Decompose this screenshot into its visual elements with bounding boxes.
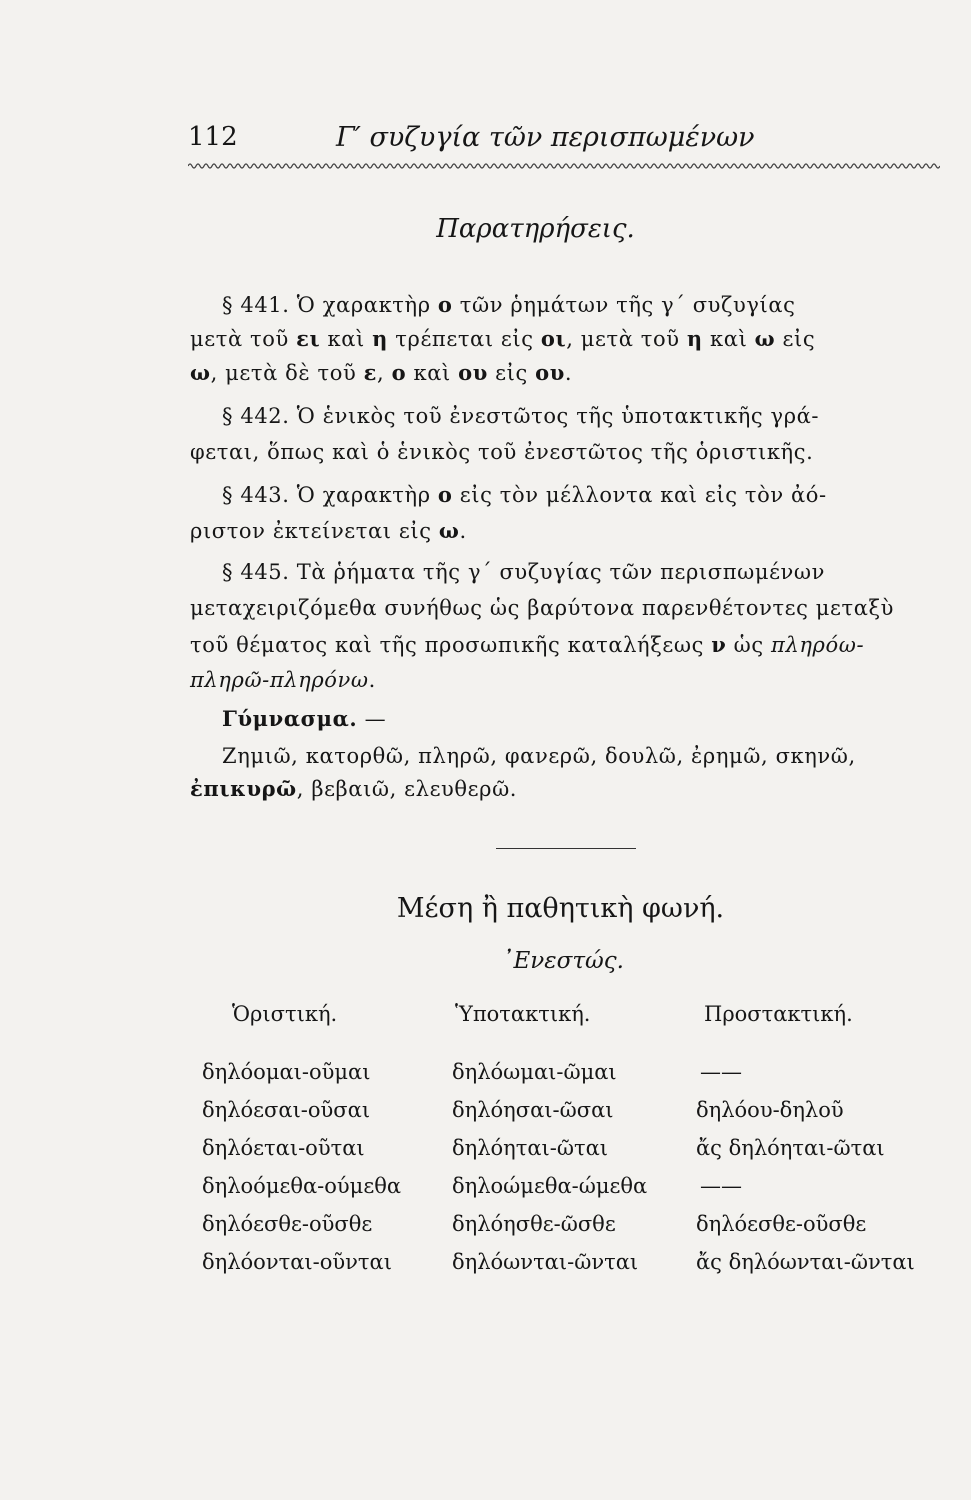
cell-imperative-row-3: ἄς δηλόηται-ῶται <box>696 1136 885 1160</box>
col-header-imperative: Προστακτική. <box>704 1002 853 1026</box>
text-run: ριστον ἐκτείνεται εἰς <box>190 519 439 543</box>
exercise-label: Γύμνασμα. <box>222 706 358 731</box>
cell-imperative-row-5: δηλόεσθε-οῦσθε <box>696 1212 867 1236</box>
paragraph-3-line-1 <box>222 482 970 507</box>
cell-indicative-row-2: δηλόεσαι-οῦσαι <box>202 1098 371 1122</box>
text-run: . <box>564 361 573 385</box>
text-run: μετὰ τοῦ <box>190 327 297 351</box>
text-run: ὡς <box>726 633 772 657</box>
text-run: φεται, ὅπως καὶ ὁ ἑνικὸς τοῦ ἐνεστῶτος τῆς ὁριστικῆς. <box>190 440 814 464</box>
bold-letter: ο <box>391 360 407 385</box>
bold-letter: οι <box>540 326 567 351</box>
text-run: καὶ <box>702 327 755 351</box>
exercise-heading <box>222 706 970 731</box>
paragraph-1-line-2 <box>190 326 938 351</box>
cell-imperative-row-2: δηλόου-δηλοῦ <box>696 1098 844 1122</box>
text-run: εἰς <box>775 327 816 351</box>
cell-indicative-row-1: δηλόομαι-οῦμαι <box>202 1060 371 1084</box>
cell-subjunctive-row-2: δηλόησαι-ῶσαι <box>452 1098 614 1122</box>
text-run: , μετὰ τοῦ <box>566 327 687 351</box>
bold-letter: ν <box>711 632 727 657</box>
exercise-line-2 <box>190 776 938 801</box>
text-run: . <box>459 519 467 543</box>
paragraph-2-line-2 <box>190 440 938 464</box>
text-run: § 442. Ὁ ἑνικὸς τοῦ ἐνεστῶτος τῆς ὑποτακτικῆς γρά- <box>222 404 820 428</box>
bold-letter: ου <box>535 360 565 385</box>
cell-subjunctive-row-6: δηλόωνται-ῶνται <box>452 1250 639 1274</box>
cell-indicative-row-6: δηλόονται-οῦνται <box>202 1250 392 1274</box>
text-run: καὶ <box>320 327 373 351</box>
paragraph-2-line-1 <box>222 404 970 428</box>
exercise-line-2-rest: , βεβαιῶ, ελευθερῶ. <box>296 777 518 801</box>
paragraph-4-line-3 <box>190 632 938 657</box>
exercise-line-1: Ζημιῶ, κατορθῶ, πληρῶ, φανερῶ, δουλῶ, ἐρημῶ, σκηνῶ, <box>222 744 856 768</box>
voice-title <box>0 893 971 924</box>
exercise-word-bold: ἐπικυρῶ <box>190 776 297 801</box>
section-heading-text: Παρατηρήσεις. <box>436 214 635 244</box>
cell-subjunctive-row-1: δηλόωμαι-ῶμαι <box>452 1060 617 1084</box>
paragraph-4-line-4 <box>190 668 938 692</box>
cell-imperative-row-4: —— <box>700 1174 742 1198</box>
bold-letter: ω <box>438 518 460 543</box>
col-header-subjunctive: Ὑποτακτική. <box>455 1002 591 1026</box>
text-run: τοῦ θέματος καὶ τῆς προσωπικῆς καταλήξεως <box>190 633 712 657</box>
cell-indicative-row-3: δηλόεται-οῦται <box>202 1136 365 1160</box>
exercise-dash: — <box>364 707 387 731</box>
tense-title <box>0 948 971 974</box>
cell-imperative-row-1: —— <box>700 1060 742 1084</box>
running-title: Γ′ συζυγία τῶν περισπωμένων <box>336 122 755 153</box>
text-run: § 441. Ὁ χαρακτὴρ <box>222 293 438 317</box>
cell-indicative-row-4: δηλοόμεθα-ούμεθα <box>202 1174 402 1198</box>
text-run: εἰς <box>487 361 536 385</box>
bold-letter: η <box>372 326 389 351</box>
text-run: , μετὰ δὲ τοῦ <box>210 361 364 385</box>
section-divider <box>496 848 636 849</box>
text-run: § 445. Τὰ ῥήματα τῆς γ΄ συζυγίας τῶν περισπωμένων <box>222 560 826 584</box>
bold-letter: ο <box>437 482 453 507</box>
cell-indicative-row-5: δηλόεσθε-οῦσθε <box>202 1212 373 1236</box>
section-heading <box>0 214 971 244</box>
cell-subjunctive-row-3: δηλόηται-ῶται <box>452 1136 609 1160</box>
text-run: μεταχειριζόμεθα συνήθως ὡς βαρύτονα παρενθέτοντες μεταξὺ <box>190 596 895 620</box>
paragraph-1-line-3 <box>190 360 938 385</box>
page-header <box>188 122 938 162</box>
paragraph-4-line-1 <box>222 560 970 584</box>
text-run: καὶ <box>406 361 459 385</box>
cell-subjunctive-row-4: δηλοώμεθα-ώμεθα <box>452 1174 648 1198</box>
text-run: , <box>377 361 392 385</box>
cell-subjunctive-row-5: δηλόησθε-ῶσθε <box>452 1212 616 1236</box>
bold-letter: η <box>686 326 703 351</box>
bold-letter: ω <box>754 326 776 351</box>
bold-letter: ω <box>190 360 211 385</box>
text-run: § 443. Ὁ χαρακτὴρ <box>222 483 438 507</box>
italic-example: πληρῶ-πληρόνω <box>190 668 369 692</box>
page-number: 112 <box>188 122 238 152</box>
tense-title-text: ᾿Ενεστώς. <box>502 948 624 974</box>
paragraph-3-line-2 <box>190 518 938 543</box>
text-run: τῶν ῥημάτων τῆς γ΄ συζυγίας <box>452 293 796 317</box>
bold-letter: ου <box>458 360 488 385</box>
bold-letter: ε <box>363 360 378 385</box>
text-run: . <box>368 668 376 692</box>
text-run: εἰς τὸν μέλλοντα καὶ εἰς τὸν ἀό- <box>452 483 827 507</box>
italic-example: πληρόω- <box>771 633 865 657</box>
bold-letter: ει <box>296 326 321 351</box>
wavy-rule <box>188 160 940 172</box>
cell-imperative-row-6: ἄς δηλόωνται-ῶνται <box>696 1250 915 1274</box>
paragraph-1-line-1 <box>222 292 970 317</box>
text-run: τρέπεται εἰς <box>388 327 541 351</box>
col-header-indicative: Ὁριστική. <box>232 1002 338 1026</box>
bold-letter: ο <box>437 292 453 317</box>
voice-title-text: Μέση ἢ παθητικὴ φωνή. <box>396 893 725 924</box>
paragraph-4-line-2 <box>190 596 938 620</box>
